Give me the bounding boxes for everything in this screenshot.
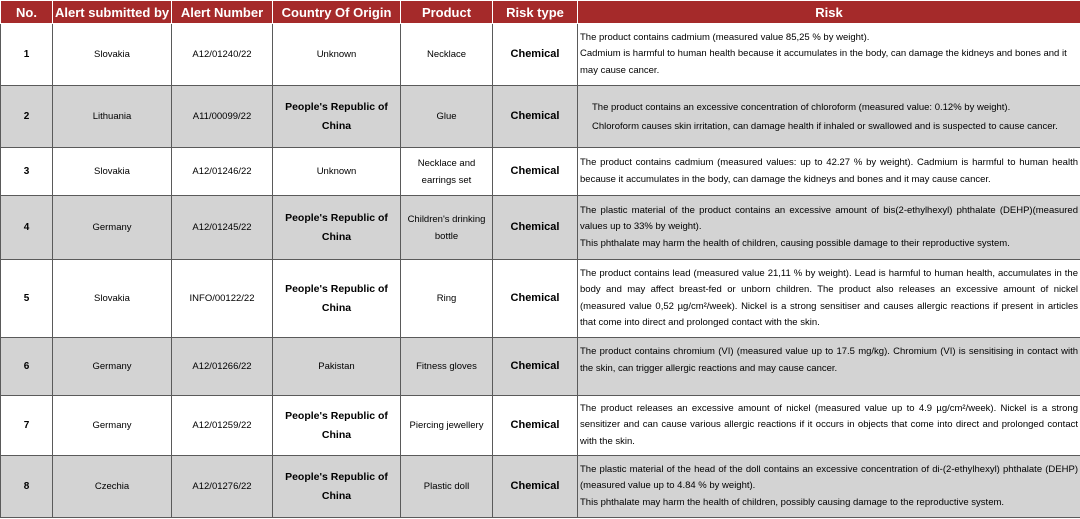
cell-product: Necklace xyxy=(401,24,493,86)
cell-product: Necklace and earrings set xyxy=(401,148,493,196)
cell-risk-type: Chemical xyxy=(493,196,578,260)
cell-risk-type: Chemical xyxy=(493,260,578,338)
risk-text: The product releases an excessive amount of nickel (measured value up to 4.9 µg/cm²/week). Nickel is a strong sensitizer and can cause various allergic reactions if it occurs in objects that come into direct and prolonged contact with the skin. xyxy=(580,402,1078,447)
cell-no: 5 xyxy=(1,260,53,338)
table-row xyxy=(1,456,1080,518)
risk-text: The plastic material of the head of the doll contains an excessive concentration of di-(2-ethylhexyl) phthalate (DEHP) (measured value up to 4.84 % by weight). xyxy=(580,463,1078,492)
cell-product: Piercing jewellery xyxy=(401,396,493,456)
cell-risk xyxy=(578,24,1080,86)
cell-no: 2 xyxy=(1,86,53,148)
risk-text: The product contains an excessive concentration of chloroform (measured value: 0.12% by weight). xyxy=(592,101,1011,113)
risk-text: The product contains cadmium (measured value 85,25 % by weight). xyxy=(580,31,870,43)
cell-risk xyxy=(578,196,1080,260)
cell-country: Pakistan xyxy=(273,338,401,396)
cell-risk-type: Chemical xyxy=(493,456,578,518)
cell-submitted-by: Slovakia xyxy=(53,148,172,196)
cell-risk xyxy=(578,396,1080,456)
table-row xyxy=(1,148,1080,196)
table-row xyxy=(1,396,1080,456)
cell-alert-number: A12/01240/22 xyxy=(172,24,273,86)
table-row xyxy=(1,260,1080,338)
cell-submitted-by: Slovakia xyxy=(53,24,172,86)
table-row xyxy=(1,196,1080,260)
cell-no: 7 xyxy=(1,396,53,456)
cell-country: People's Republic of China xyxy=(273,456,401,518)
risk-text: Chloroform causes skin irritation, can damage health if inhaled or swallowed and is suspected to cause cancer. xyxy=(592,120,1058,132)
header-country: Country Of Origin xyxy=(273,1,401,24)
cell-risk-type: Chemical xyxy=(493,338,578,396)
header-alert-number: Alert Number xyxy=(172,1,273,24)
cell-country: Unknown xyxy=(273,148,401,196)
cell-risk xyxy=(578,338,1080,396)
cell-alert-number: A12/01259/22 xyxy=(172,396,273,456)
cell-risk-type: Chemical xyxy=(493,86,578,148)
cell-submitted-by: Lithuania xyxy=(53,86,172,148)
header-product: Product xyxy=(401,1,493,24)
cell-product: Plastic doll xyxy=(401,456,493,518)
cell-no: 1 xyxy=(1,24,53,86)
cell-country: People's Republic of China xyxy=(273,196,401,260)
cell-submitted-by: Germany xyxy=(53,196,172,260)
risk-text: The plastic material of the product contains an excessive amount of bis(2-ethylhexyl) phthalate (DEHP)(measured values up to 33% by weight). xyxy=(580,204,1078,233)
cell-product: Children's drinking bottle xyxy=(401,196,493,260)
cell-product: Glue xyxy=(401,86,493,148)
header-row xyxy=(1,1,1080,24)
cell-country: People's Republic of China xyxy=(273,86,401,148)
cell-alert-number: A12/01276/22 xyxy=(172,456,273,518)
header-risk-type: Risk type xyxy=(493,1,578,24)
cell-submitted-by: Germany xyxy=(53,396,172,456)
cell-no: 6 xyxy=(1,338,53,396)
cell-country: People's Republic of China xyxy=(273,396,401,456)
cell-product: Ring xyxy=(401,260,493,338)
cell-alert-number: A12/01246/22 xyxy=(172,148,273,196)
table-row xyxy=(1,338,1080,396)
header-risk: Risk xyxy=(578,1,1080,24)
cell-risk xyxy=(578,260,1080,338)
cell-alert-number: A11/00099/22 xyxy=(172,86,273,148)
cell-submitted-by: Germany xyxy=(53,338,172,396)
header-submitted-by: Alert submitted by xyxy=(53,1,172,24)
header-no: No. xyxy=(1,1,53,24)
cell-risk-type: Chemical xyxy=(493,148,578,196)
cell-no: 8 xyxy=(1,456,53,518)
cell-alert-number: INFO/00122/22 xyxy=(172,260,273,338)
cell-risk-type: Chemical xyxy=(493,396,578,456)
risk-text: Cadmium is harmful to human health because it accumulates in the body, can damage the kidneys and bones and it may cause cancer. xyxy=(580,48,1067,76)
cell-alert-number: A12/01266/22 xyxy=(172,338,273,396)
table-row xyxy=(1,86,1080,148)
risk-text: This phthalate may harm the health of children, causing possible damage to their reproductive system. xyxy=(580,237,1010,249)
cell-submitted-by: Slovakia xyxy=(53,260,172,338)
cell-alert-number: A12/01245/22 xyxy=(172,196,273,260)
cell-no: 3 xyxy=(1,148,53,196)
cell-product: Fitness gloves xyxy=(401,338,493,396)
cell-country: People's Republic of China xyxy=(273,260,401,338)
cell-no: 4 xyxy=(1,196,53,260)
risk-text: This phthalate may harm the health of children, possibly causing damage to the reproductive system. xyxy=(580,496,1005,508)
cell-risk xyxy=(578,86,1080,148)
cell-submitted-by: Czechia xyxy=(53,456,172,518)
cell-country: Unknown xyxy=(273,24,401,86)
cell-risk-type: Chemical xyxy=(493,24,578,86)
cell-risk xyxy=(578,148,1080,196)
table-row xyxy=(1,24,1080,86)
risk-text: The product contains chromium (VI) (measured value up to 17.5 mg/kg). Chromium (VI) is sensitising in contact with the skin, can trigger allergic reactions and may cause cancer. xyxy=(580,346,1078,374)
risk-text: The product contains cadmium (measured values: up to 42.27 % by weight). Cadmium is harmful to human health because it accumulates in the body, can damage the kidneys and bones and it may cause cancer. xyxy=(580,157,1078,185)
risk-text: The product contains lead (measured value 21,11 % by weight). Lead is harmful to human health, accumulates in the body and may affect breast-fed or unborn children. The product also releases an excessive amount of nickel (measured value 0,52 µg/cm²/week). Nickel is a strong sensitiser and causes allergic reactions if present in articles that come into direct and prolonged contact with the skin. xyxy=(580,267,1078,328)
cell-risk xyxy=(578,456,1080,518)
